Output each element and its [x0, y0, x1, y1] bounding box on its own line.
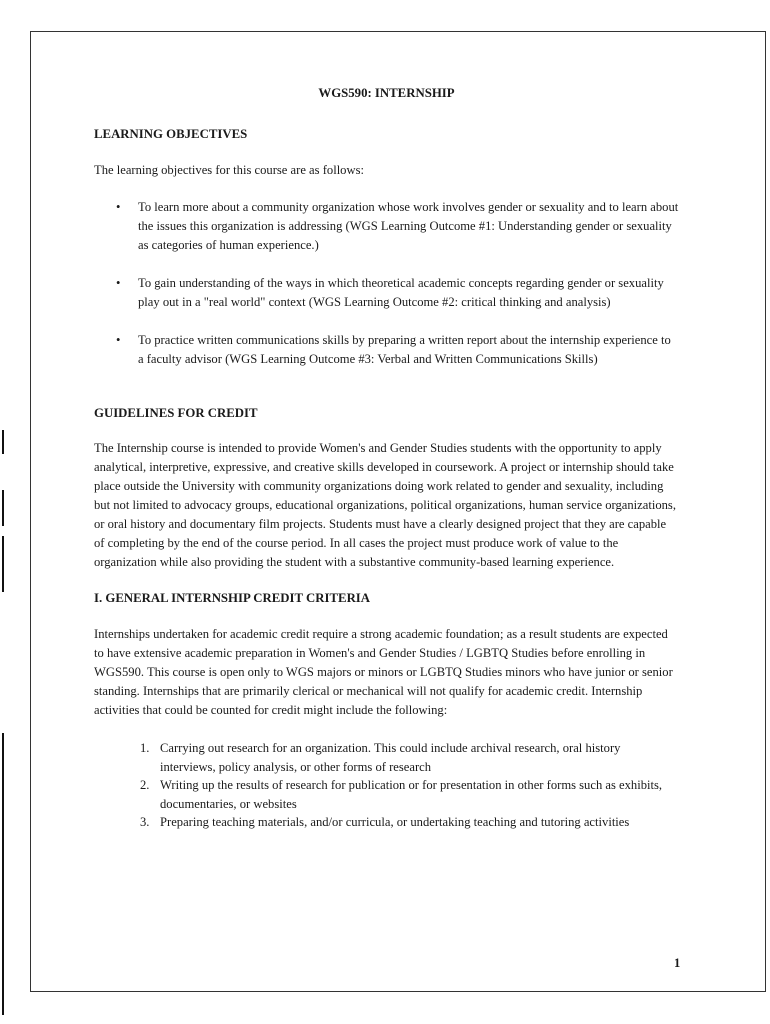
- objective-text: To learn more about a community organization whose work involves gender or sexuality and to learn about the issues this organization is addressing (WGS Learning Outcome #1: Understanding gender or sexuality as categories of human experience.): [138, 200, 679, 252]
- objectives-list: [94, 198, 679, 369]
- criteria-paragraph: Internships undertaken for academic credit require a strong academic foundation; as a result students are expected to have extensive academic preparation in Women's and Gender Studies / LGBTQ Studies before enrolling in WGS590. This course is open only to WGS majors or minors or LGBTQ Studies minors who have junior or senior standing. Internships that are primarily clerical or mechanical will not qualify for academic credit. Internship activities that could be counted for credit might include the following:: [94, 627, 673, 717]
- list-item: [94, 739, 679, 776]
- activities-list: [94, 739, 679, 832]
- guidelines-paragraph: The Internship course is intended to provide Women's and Gender Studies students with the opportunity to apply analytical, interpretive, expressive, and creative skills developed in coursework. A project or internship should take place outside the University with community organizations doing work related to gender and sexuality, including but not limited to advocacy groups, educational organizations, political organizations, human service organizations, or oral history and documentary film projects. Students must have a clearly designed project that they are capable of completing by the end of the course period. In all cases the project must produce work of value to the organization while also providing the student with a substantive community-based learning experience.: [94, 441, 676, 569]
- margin-bar: [2, 536, 4, 592]
- learning-objectives-intro: The learning objectives for this course are as follows:: [94, 163, 364, 177]
- margin-bar: [2, 430, 4, 454]
- list-number: 3.: [140, 815, 150, 829]
- activity-text: Carrying out research for an organization. This could include archival research, oral history interviews, policy analysis, or other forms of research: [160, 741, 621, 774]
- objective-text: To gain understanding of the ways in which theoretical academic concepts regarding gender or sexuality play out in a "real world" context (WGS Learning Outcome #2: critical thinking and analysis): [138, 276, 664, 309]
- objective-text: To practice written communications skills by preparing a written report about the internship experience to a faculty advisor (WGS Learning Outcome #3: Verbal and Written Communications Skills): [138, 333, 671, 366]
- list-item: [94, 813, 679, 832]
- list-item: [94, 198, 679, 255]
- bullet-icon: •: [116, 276, 121, 290]
- page-number: 1: [674, 956, 681, 970]
- document-body: [94, 86, 679, 832]
- activity-text: Preparing teaching materials, and/or curricula, or undertaking teaching and tutoring activities: [160, 815, 630, 829]
- activity-text: Writing up the results of research for publication or for presentation in other forms such as exhibits, documentaries, or websites: [160, 778, 663, 811]
- margin-bar: [2, 733, 4, 1015]
- list-number: 1.: [140, 741, 150, 755]
- bullet-icon: •: [116, 200, 121, 214]
- list-item: [94, 331, 679, 369]
- margin-bar: [2, 490, 4, 526]
- list-number: 2.: [140, 778, 150, 792]
- guidelines-heading: GUIDELINES FOR CREDIT: [94, 406, 258, 420]
- document-title: WGS590: INTERNSHIP: [318, 86, 455, 100]
- criteria-heading: I. GENERAL INTERNSHIP CREDIT CRITERIA: [94, 591, 371, 605]
- learning-objectives-heading: LEARNING OBJECTIVES: [94, 127, 248, 141]
- list-item: [94, 776, 679, 813]
- bullet-icon: •: [116, 333, 121, 347]
- list-item: [94, 274, 679, 312]
